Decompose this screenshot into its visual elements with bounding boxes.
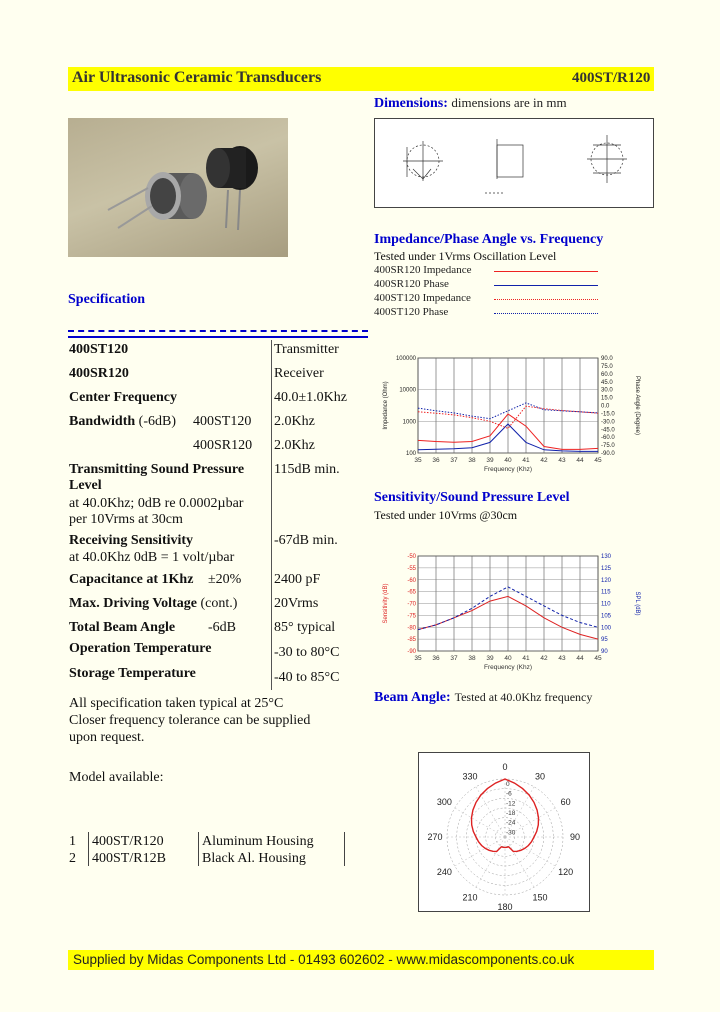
models-title: Model available: <box>69 770 164 785</box>
model-housing-cell: Black Al. Housing <box>202 851 306 866</box>
spec-label: 400SR120 <box>69 366 129 381</box>
y-tick-label: -90 <box>407 649 416 655</box>
dimension-drawing-graphic <box>375 119 655 209</box>
footer-contact: Supplied by Midas Components Ltd - 01493 602602 - www.midascomponents.co.uk <box>73 952 575 967</box>
x-tick-label: 37 <box>450 655 458 662</box>
spec-value: -30 to 80°C <box>274 645 340 660</box>
spec-value: 40.0±1.0Khz <box>274 390 348 405</box>
x-tick-label: 40 <box>504 457 512 464</box>
x-tick-label: 39 <box>486 457 494 464</box>
y-tick-label: 10000 <box>399 387 416 394</box>
legend-swatch <box>494 299 598 300</box>
y2-tick-label: 90 <box>601 649 608 655</box>
x-tick-label: 40 <box>504 655 512 662</box>
legend-label: 400ST120 Phase <box>374 306 449 318</box>
angle-tick-label: 90 <box>569 832 581 842</box>
y2-tick-label: 75.0 <box>601 363 613 370</box>
table-column-divider <box>88 832 89 866</box>
x-tick-label: 43 <box>558 655 566 662</box>
spec-label: 400ST120 <box>69 342 129 357</box>
spec-label-group: Bandwidth (-6dB) <box>69 414 176 429</box>
x-axis-label: Frequency (Khz) <box>483 466 533 473</box>
y-tick-label: 100 <box>405 451 416 457</box>
impedance-subtitle: Tested under 1Vrms Oscillation Level <box>374 249 557 263</box>
page-title: Air Ultrasonic Ceramic Transducers <box>72 69 322 86</box>
y-axis-label: Impedance (Ohm) <box>383 381 389 430</box>
model-name-cell: 400ST/R12B <box>92 851 166 866</box>
y2-tick-label: 30.0 <box>601 387 613 394</box>
spec-sublabel: -6dB <box>208 620 236 635</box>
y-tick-label: -50 <box>407 554 416 560</box>
impedance-heading: Impedance/Phase Angle vs. Frequency <box>374 232 604 247</box>
spec-footnote: Closer frequency tolerance can be supplied <box>69 713 311 728</box>
polar-spoke <box>455 808 505 837</box>
x-tick-label: 39 <box>486 655 494 662</box>
y-tick-label: -55 <box>407 565 416 572</box>
legend-swatch <box>494 271 598 272</box>
spec-value: 115dB min. <box>274 462 340 477</box>
spec-value: Receiver <box>274 366 324 381</box>
radial-tick-label: -12 <box>506 800 516 808</box>
x-tick-label: 44 <box>576 655 584 662</box>
angle-tick-label: 150 <box>532 892 548 903</box>
spec-footnote: upon request. <box>69 730 145 745</box>
y-tick-label: 100000 <box>395 356 416 362</box>
x-tick-label: 36 <box>432 655 440 662</box>
y2-tick-label: 125 <box>601 565 612 572</box>
y2-tick-label: 95 <box>601 637 608 644</box>
beam-angle-chart <box>418 752 590 912</box>
model-number-cell: 2 <box>69 851 76 866</box>
x-tick-label: 45 <box>594 655 602 662</box>
angle-tick-label: 240 <box>436 867 452 877</box>
y-tick-label: -60 <box>407 577 416 584</box>
y2-tick-label: -15.0 <box>601 411 615 418</box>
spec-note: at 40.0Khz 0dB = 1 volt/µbar <box>69 550 235 565</box>
x-tick-label: 38 <box>468 655 476 662</box>
beam-heading: Beam Angle: Tested at 40.0Khz frequency <box>374 690 593 705</box>
spec-label: Storage Temperature <box>69 666 196 681</box>
x-tick-label: 41 <box>522 655 530 662</box>
polar-spoke <box>476 787 505 837</box>
angle-tick-label: 300 <box>436 797 452 807</box>
model-housing-cell: Aluminum Housing <box>202 834 314 849</box>
sensitivity-chart <box>378 548 643 678</box>
spec-note: at 40.0Khz; 0dB re 0.0002µbar <box>69 496 244 511</box>
y2-tick-label: 15.0 <box>601 395 613 402</box>
spec-label: Transmitting Sound Pressure Level <box>69 462 245 493</box>
legend-label: 400SR120 Impedance <box>374 264 472 276</box>
x-tick-label: 37 <box>450 457 458 464</box>
spec-note: per 10Vrms at 30cm <box>69 512 183 527</box>
y2-tick-label: 130 <box>601 554 612 560</box>
x-tick-label: 42 <box>540 457 548 464</box>
spec-label: Capacitance at 1Khz <box>69 572 194 587</box>
y2-axis-label: SPL (dB) <box>634 591 640 616</box>
legend-swatch <box>494 285 598 286</box>
x-tick-label: 36 <box>432 457 440 464</box>
y-tick-label: -70 <box>407 601 416 608</box>
y2-tick-label: 110 <box>601 601 611 608</box>
y2-tick-label: 45.0 <box>601 379 613 386</box>
x-tick-label: 43 <box>558 457 566 464</box>
impedance-chart <box>378 350 643 480</box>
product-photo <box>68 118 288 257</box>
angle-tick-label: 0 <box>502 762 508 772</box>
sensitivity-heading: Sensitivity/Sound Pressure Level <box>374 490 570 505</box>
sensitivity-subtitle: Tested under 10Vrms @30cm <box>374 508 518 522</box>
x-tick-label: 35 <box>414 457 422 464</box>
x-tick-label: 35 <box>414 655 422 662</box>
angle-tick-label: 270 <box>427 832 443 842</box>
spec-label: Center Frequency <box>69 390 177 405</box>
x-tick-label: 38 <box>468 457 476 464</box>
spec-footnote: All specification taken typical at 25°C <box>69 696 284 711</box>
y-tick-label: -75 <box>407 613 416 620</box>
y-axis-label: Sensitivity (dB) <box>383 583 389 624</box>
spec-sublabel: ±20% <box>208 572 242 587</box>
x-axis-label: Frequency (Khz) <box>483 664 533 671</box>
angle-tick-label: 30 <box>534 771 546 782</box>
spec-sublabel: 400SR120 <box>193 438 253 453</box>
y2-axis-label: Phase Angle (Degree) <box>634 375 640 436</box>
model-number: 400ST/R120 <box>572 70 651 86</box>
x-tick-label: 45 <box>594 457 602 464</box>
y2-tick-label: 100 <box>601 625 612 632</box>
y-tick-label: -85 <box>407 637 416 644</box>
dimensions-heading: Dimensions: dimensions are in mm <box>374 95 567 111</box>
y2-tick-label: -60.0 <box>601 435 615 442</box>
table-column-divider <box>271 340 272 690</box>
radial-tick-label: -18 <box>506 810 516 817</box>
spec-value: -40 to 85°C <box>274 670 340 685</box>
y2-tick-label: 105 <box>601 613 612 620</box>
y2-tick-label: 90.0 <box>601 356 613 362</box>
y-tick-label: -65 <box>407 589 416 596</box>
spec-label: Operation Temperature <box>69 641 212 656</box>
model-name-cell: 400ST/R120 <box>92 834 164 849</box>
legend-swatch <box>494 313 598 314</box>
divider <box>68 330 368 332</box>
y2-tick-label: 0.0 <box>601 403 610 410</box>
y2-tick-label: -30.0 <box>601 419 615 426</box>
y2-tick-label: 120 <box>601 577 612 584</box>
spec-value: Transmitter <box>274 342 339 357</box>
spec-label-group: Max. Driving Voltage (cont.) <box>69 596 238 611</box>
spec-value: 85° typical <box>274 620 336 635</box>
y2-tick-label: -75.0 <box>601 443 615 450</box>
radial-tick-label: 0 <box>506 781 510 788</box>
radial-tick-label: -30 <box>506 829 516 837</box>
specification-heading: Specification <box>68 292 145 307</box>
x-tick-label: 44 <box>576 457 584 464</box>
y2-tick-label: -90.0 <box>601 451 615 457</box>
legend-label: 400SR120 Phase <box>374 278 449 290</box>
legend-label: 400ST120 Impedance <box>374 292 471 304</box>
y2-tick-label: -45.0 <box>601 427 615 434</box>
spec-value: 2.0Khz <box>274 414 315 429</box>
model-number-cell: 1 <box>69 834 76 849</box>
table-column-divider <box>198 832 199 866</box>
y2-tick-label: 115 <box>601 589 611 596</box>
radial-tick-label: -24 <box>506 819 516 827</box>
y-tick-label: 1000 <box>402 419 416 426</box>
dimension-drawing <box>374 118 654 208</box>
x-tick-label: 42 <box>540 655 548 662</box>
spec-value: 2.0Khz <box>274 438 315 453</box>
x-tick-label: 41 <box>522 457 530 464</box>
divider <box>68 336 368 338</box>
spec-value: 2400 pF <box>274 572 321 587</box>
y2-tick-label: 60.0 <box>601 371 613 378</box>
spec-label: Receiving Sensitivity <box>69 533 194 548</box>
angle-tick-label: 120 <box>558 867 574 877</box>
radial-tick-label: -6 <box>506 790 512 798</box>
table-column-divider <box>344 832 345 866</box>
angle-tick-label: 60 <box>560 797 571 807</box>
angle-tick-label: 330 <box>462 771 478 782</box>
transducer-photo-graphic <box>68 118 288 257</box>
angle-tick-label: 180 <box>497 902 513 912</box>
y-tick-label: -80 <box>407 625 416 632</box>
spec-value: -67dB min. <box>274 533 338 548</box>
spec-label: Total Beam Angle <box>69 620 176 635</box>
spec-value: 20Vrms <box>274 596 319 611</box>
angle-tick-label: 210 <box>462 892 478 903</box>
spec-sublabel: 400ST120 <box>193 414 252 429</box>
